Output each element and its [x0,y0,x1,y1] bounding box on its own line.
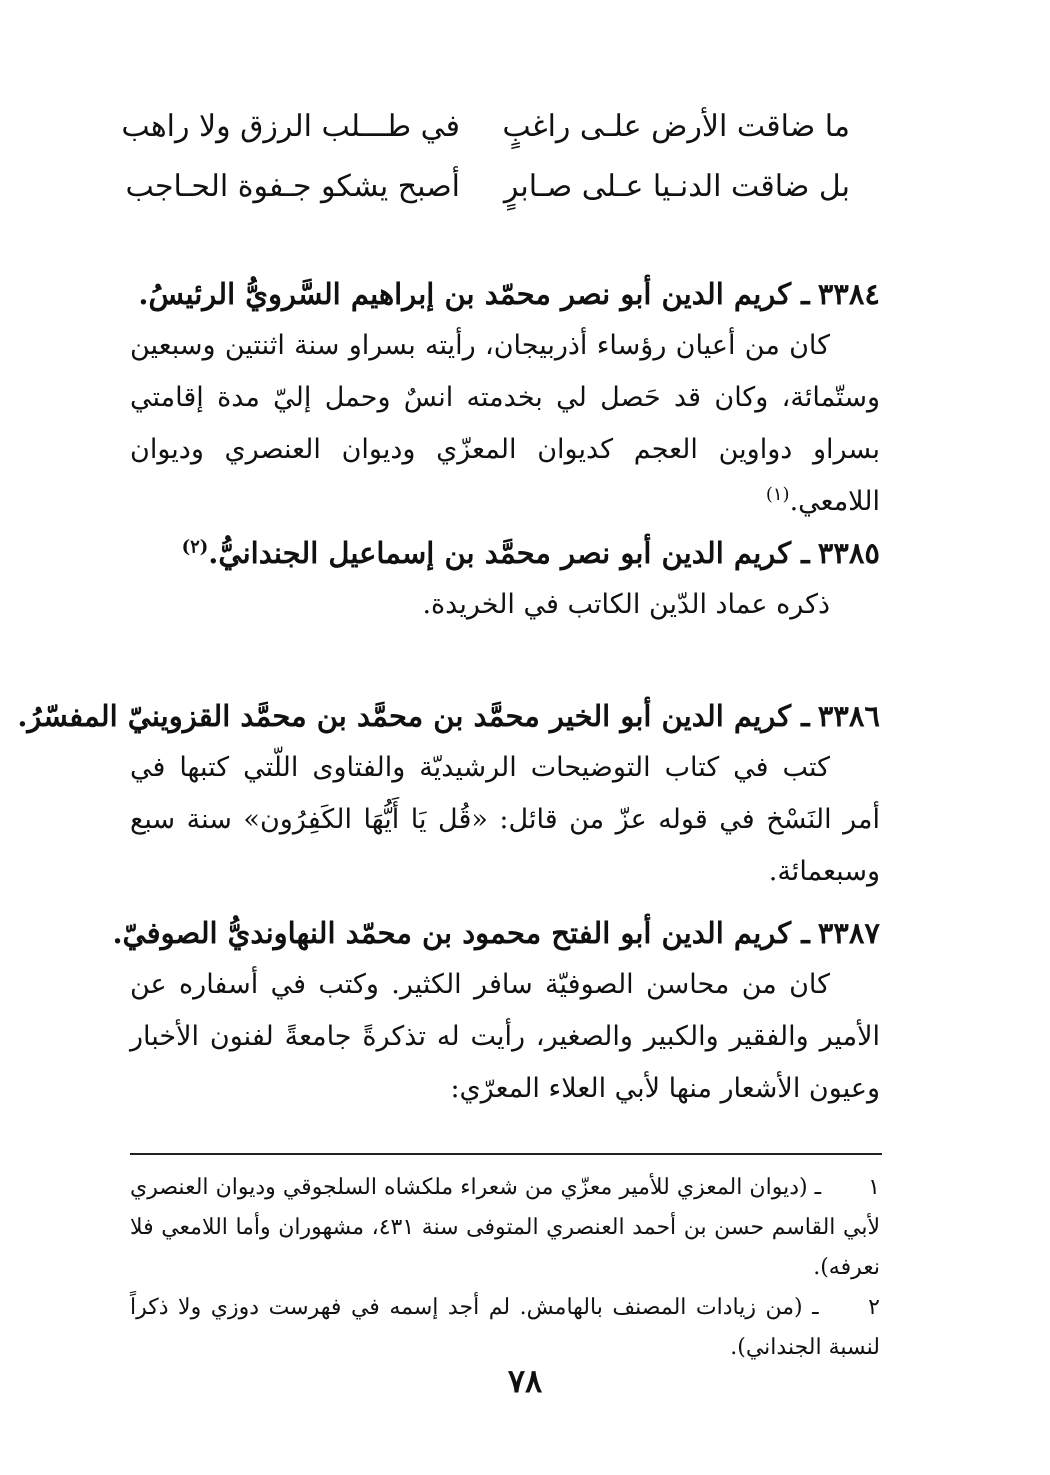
footnote-divider [130,1153,882,1155]
biography-entry [17,690,880,898]
entry-body [130,959,880,1115]
verse-row [125,156,850,216]
entry-text: كتب في كتاب التوضيحات الرشيديّة والفتاوى اللّتي كتبها في أمر النَسْخ في قوله عزّ من قائل: «قُل يَا أَيُّهَا الكَفِرُون» سنة سبع وسبعمائة. [130,752,880,887]
entry-text: ذكره عماد الدّين الكاتب في الخريدة. [422,589,830,620]
footnote [130,1168,880,1288]
entry-body [130,579,880,631]
footnote [130,1288,880,1368]
footnote-reference[interactable]: (١) [765,484,790,505]
entry-heading [112,907,880,959]
verse-first-hemistich: ما ضاقت الأرض علـى راغبٍ [502,108,850,144]
entry-body [130,320,880,528]
entry-text: كان من أعيان رؤساء أذربيجان، رأيته بسراو سنة اثنتين وسبعين وستّمائة، وكان قد حَصل لي بخدمته انسٌ وحمل إليّ مدة إقامتي بسراو دواوين العجم كديوان المعزّي وديوان العنصري وديوان اللامعي. [130,330,880,517]
footnote-text: ١ ـ (ديوان المعزي للأمير معزّي من شعراء ملكشاه السلجوقي وديوان العنصري لأبي القاسم حسن بن أحمد العنصري المتوفى سنة ٤٣١، مشهوران وأما اللامعي فلا نعرفه). [130,1175,880,1280]
entry-number: ٣٣٨٧ [817,916,880,950]
entry-title: ـ كريم الدين أبو نصر محمّد بن إبراهيم السَّرويُّ الرئيسُ. [138,277,810,311]
page-number: ٧٨ [507,1362,543,1400]
verse-first-hemistich: بل ضاقت الدنـيا عـلى صـابرٍ [503,168,850,204]
poem-block [121,96,850,216]
verse-row [121,96,850,156]
entry-body [130,742,880,898]
biography-entry [130,268,880,528]
entry-heading [130,527,880,579]
footnote-reference[interactable]: (٢) [181,536,209,558]
entry-text: كان من محاسن الصوفيّة سافر الكثير. وكتب في أسفاره عن الأمير والفقير والكبير والصغير، رأيت له تذكرةً جامعةً لفنون الأخبار وعيون الأشعار منها لأبي العلاء المعرّي: [130,969,880,1104]
entry-number: ٣٣٨٦ [817,699,880,733]
entry-title: ـ كريم الدين أبو الفتح محمود بن محمّد النهاونديُّ الصوفيّ. [112,916,810,950]
entry-title: ـ كريم الدين أبو نصر محمَّد بن إسماعيل الجندانيُّ. [208,536,810,570]
entry-title: ـ كريم الدين أبو الخير محمَّد بن محمَّد بن محمَّد القزوينيّ المفسّرُ. [17,699,810,733]
footnotes [130,1168,880,1368]
entry-number: ٣٣٨٥ [817,536,880,570]
entry-heading [17,690,880,742]
verse-second-hemistich: أصبح يشكو جـفوة الحـاجب [125,168,460,204]
footnote-text: ٢ ـ (من زيادات المصنف بالهامش. لم أجد إسمه في فهرست دوزي ولا ذكراً لنسبة الجنداني). [130,1295,880,1360]
verse-second-hemistich: في طـــلب الرزق ولا راهب [121,108,460,144]
biography-entry [130,527,880,631]
entry-number: ٣٣٨٤ [817,277,880,311]
biography-entry [112,907,880,1115]
entry-heading [130,268,880,320]
